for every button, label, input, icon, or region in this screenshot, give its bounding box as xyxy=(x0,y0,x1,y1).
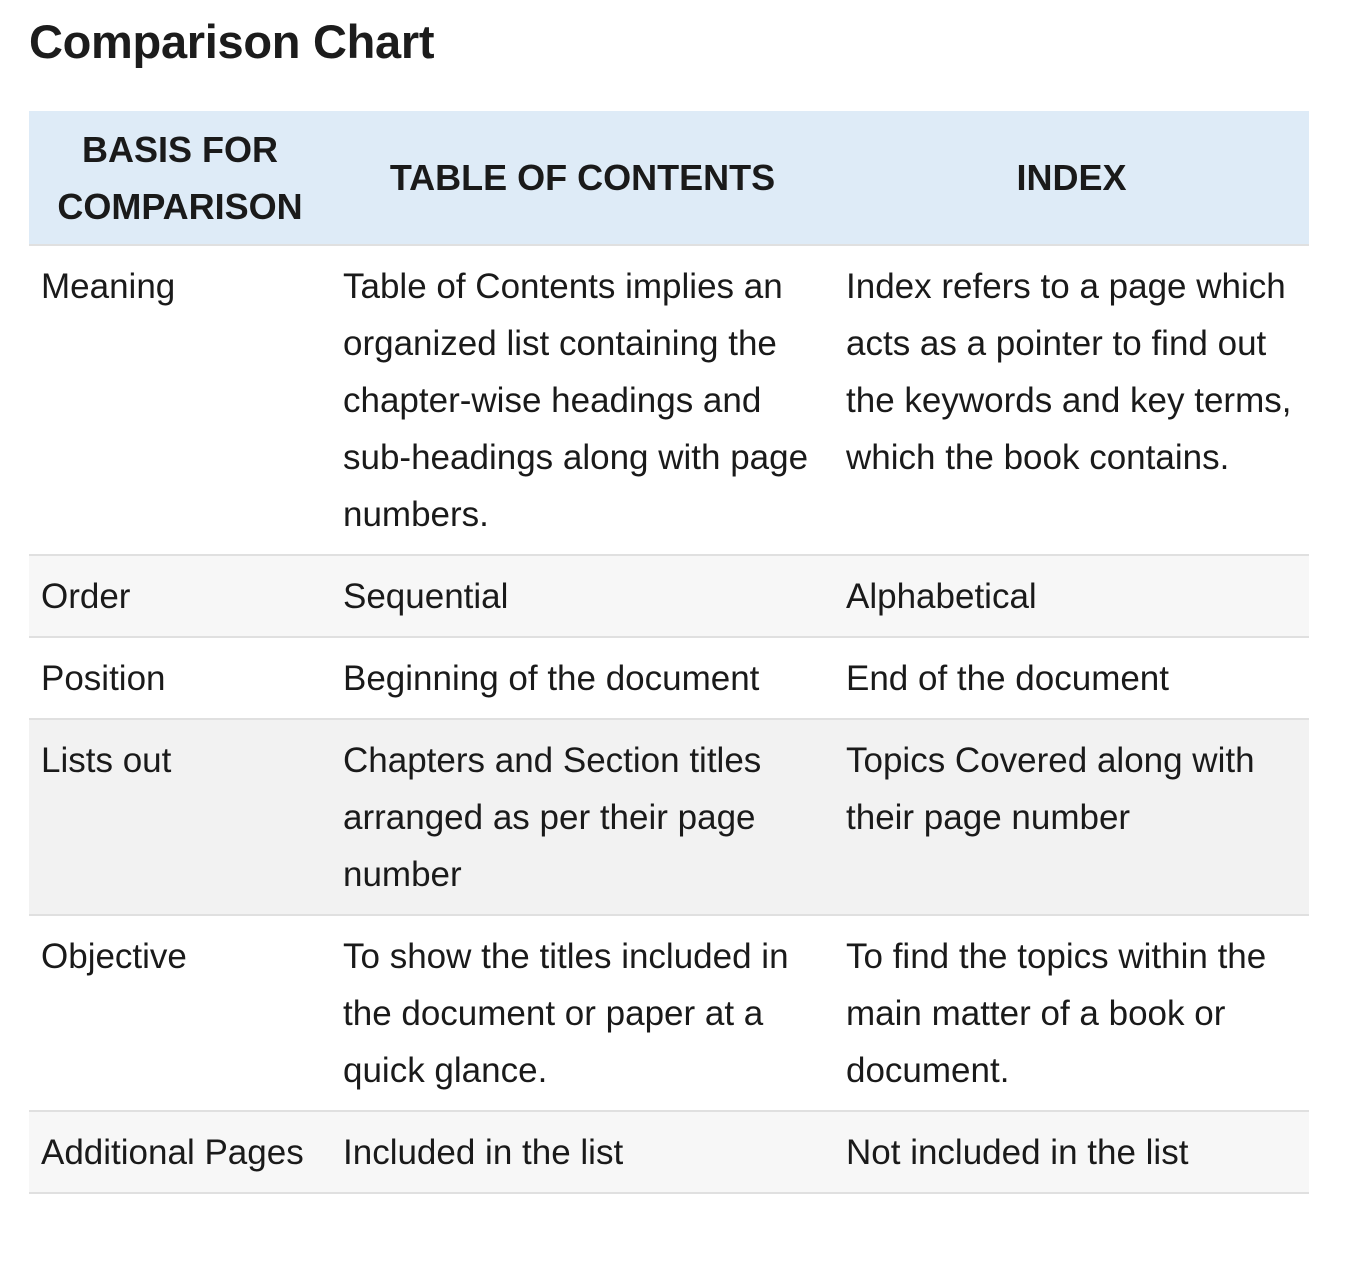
row-toc-cell: Beginning of the document xyxy=(331,637,834,719)
row-index-cell: To find the topics within the main matter of a book or document. xyxy=(834,915,1309,1111)
row-toc-cell: Chapters and Section titles arranged as per their page number xyxy=(331,719,834,915)
table-body xyxy=(29,245,1309,1193)
row-index-cell: Index refers to a page which acts as a pointer to find out the keywords and key terms, which the book contains. xyxy=(834,245,1309,555)
table-row xyxy=(29,915,1309,1111)
row-basis-cell: Objective xyxy=(29,915,331,1111)
header-table-of-contents: TABLE OF CONTENTS xyxy=(389,157,776,198)
row-toc-cell: Included in the list xyxy=(331,1111,834,1193)
table-row xyxy=(29,719,1309,915)
row-toc-cell: Sequential xyxy=(331,555,834,637)
header-index: INDEX xyxy=(1016,157,1127,198)
table-row xyxy=(29,1111,1309,1193)
row-basis-cell: Lists out xyxy=(29,719,331,915)
table-row xyxy=(29,637,1309,719)
row-index-cell: Alphabetical xyxy=(834,555,1309,637)
row-basis-cell: Position xyxy=(29,637,331,719)
row-basis-cell: Additional Pages xyxy=(29,1111,331,1193)
row-toc-cell: To show the titles included in the document or paper at a quick glance. xyxy=(331,915,834,1111)
row-index-cell: Topics Covered along with their page number xyxy=(834,719,1309,915)
page-title: Comparison Chart xyxy=(29,15,435,68)
row-basis-cell: Meaning xyxy=(29,245,331,555)
header-basis: BASIS FOR COMPARISON xyxy=(57,128,303,227)
table-header xyxy=(29,111,1309,245)
table-row xyxy=(29,245,1309,555)
row-index-cell: Not included in the list xyxy=(834,1111,1309,1193)
table-row xyxy=(29,555,1309,637)
row-basis-cell: Order xyxy=(29,555,331,637)
comparison-table xyxy=(29,111,1309,1194)
row-toc-cell: Table of Contents implies an organized list containing the chapter-wise headings and sub-headings along with page numbers. xyxy=(331,245,834,555)
row-index-cell: End of the document xyxy=(834,637,1309,719)
header-row xyxy=(29,111,1309,245)
